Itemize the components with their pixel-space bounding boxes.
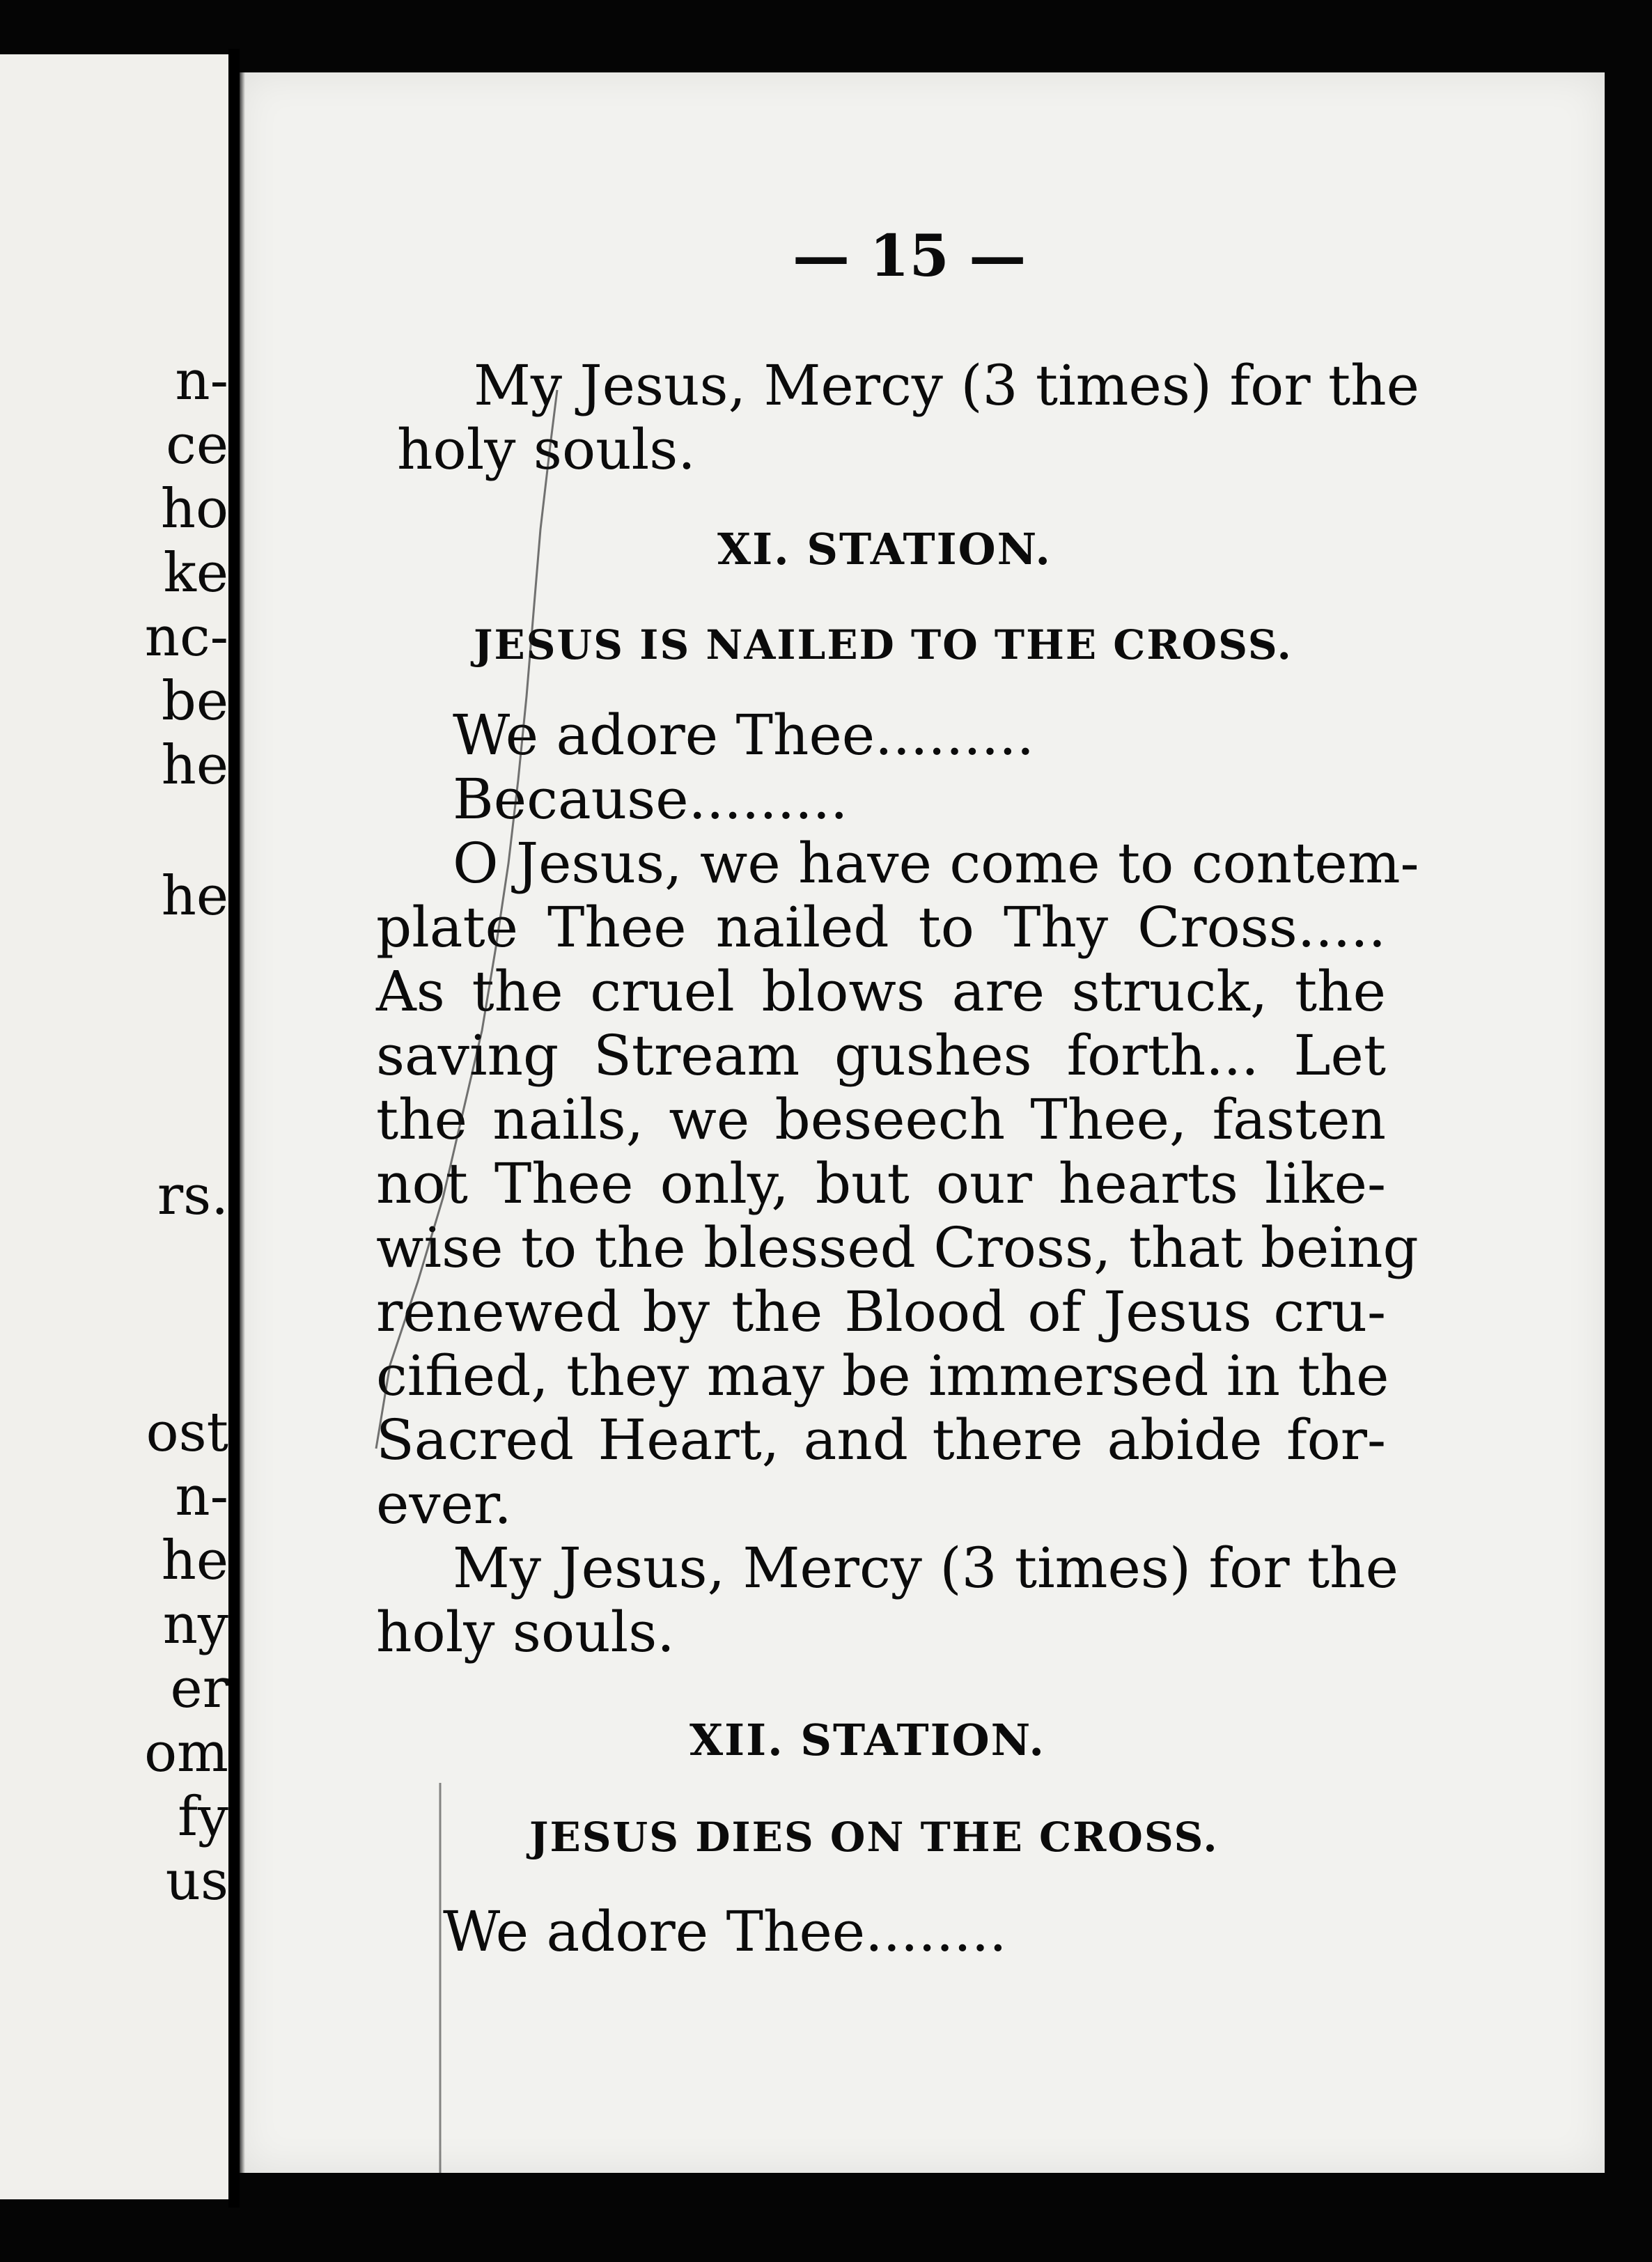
text-line: holy souls.: [376, 1600, 675, 1664]
text-line: renewed by the Blood of Jesus cru-: [376, 1279, 1386, 1344]
text-line: My Jesus, Mercy (3 times) for the: [474, 353, 1420, 418]
text-line: saving Stream gushes forth... Let: [376, 1023, 1386, 1088]
fragment: us: [165, 1850, 228, 1912]
fragment: om: [144, 1722, 228, 1784]
text-line: Sacred Heart, and there abide for-: [376, 1407, 1386, 1472]
text-line: ever.: [376, 1472, 512, 1536]
fragment: he: [161, 734, 228, 797]
fragment: er: [170, 1658, 228, 1720]
text-line: We adore Thee........: [443, 1899, 1007, 1964]
intro-prayer: [397, 353, 1420, 482]
page-edge-shadow: [240, 72, 245, 2173]
fragment: ho: [160, 478, 228, 540]
fragment: be: [161, 670, 228, 733]
previous-page-edge: [0, 54, 228, 2199]
fragment: n-: [175, 350, 228, 412]
text-line: plate Thee nailed to Thy Cross.....: [376, 895, 1386, 960]
text-line: As the cruel blows are struck, the: [376, 959, 1386, 1024]
fragment: he: [161, 865, 228, 928]
station-xi-title: XI. STATION.: [717, 524, 1052, 575]
fragment: ke: [163, 542, 228, 604]
text-line: the nails, we beseech Thee, fasten: [376, 1087, 1386, 1152]
text-line: wise to the blessed Cross, that being: [376, 1215, 1419, 1280]
fragment: ny: [162, 1593, 228, 1656]
fragment: fy: [178, 1786, 228, 1848]
fragment: nc-: [144, 606, 228, 669]
text-line: holy souls.: [397, 417, 696, 482]
fragment: rs.: [157, 1164, 228, 1227]
station-xii-body: [443, 1900, 1279, 1964]
text-line: not Thee only, but our hearts like-: [376, 1151, 1386, 1216]
fragment: ce: [166, 414, 228, 476]
page-number: — 15 —: [793, 223, 1027, 290]
station-xii-subtitle: JESUS DIES ON THE CROSS.: [529, 1814, 1219, 1861]
book-gutter: [228, 49, 240, 2208]
text-line: O Jesus, we have come to contem-: [453, 831, 1419, 896]
text-line: My Jesus, Mercy (3 times) for the: [453, 1536, 1399, 1600]
text-line: cified, they may be immersed in the: [376, 1343, 1389, 1408]
text-line: We adore Thee.........: [453, 703, 1034, 767]
text-line: Because.........: [453, 767, 848, 832]
station-xii-title: XII. STATION.: [689, 1715, 1045, 1765]
fragment: ost: [146, 1401, 228, 1464]
station-xi-subtitle: JESUS IS NAILED TO THE CROSS.: [474, 621, 1293, 669]
station-xi-body: [376, 703, 1419, 1664]
previous-page-fragments: [138, 54, 228, 2199]
fragment: n-: [175, 1465, 228, 1528]
fragment: he: [161, 1529, 228, 1592]
